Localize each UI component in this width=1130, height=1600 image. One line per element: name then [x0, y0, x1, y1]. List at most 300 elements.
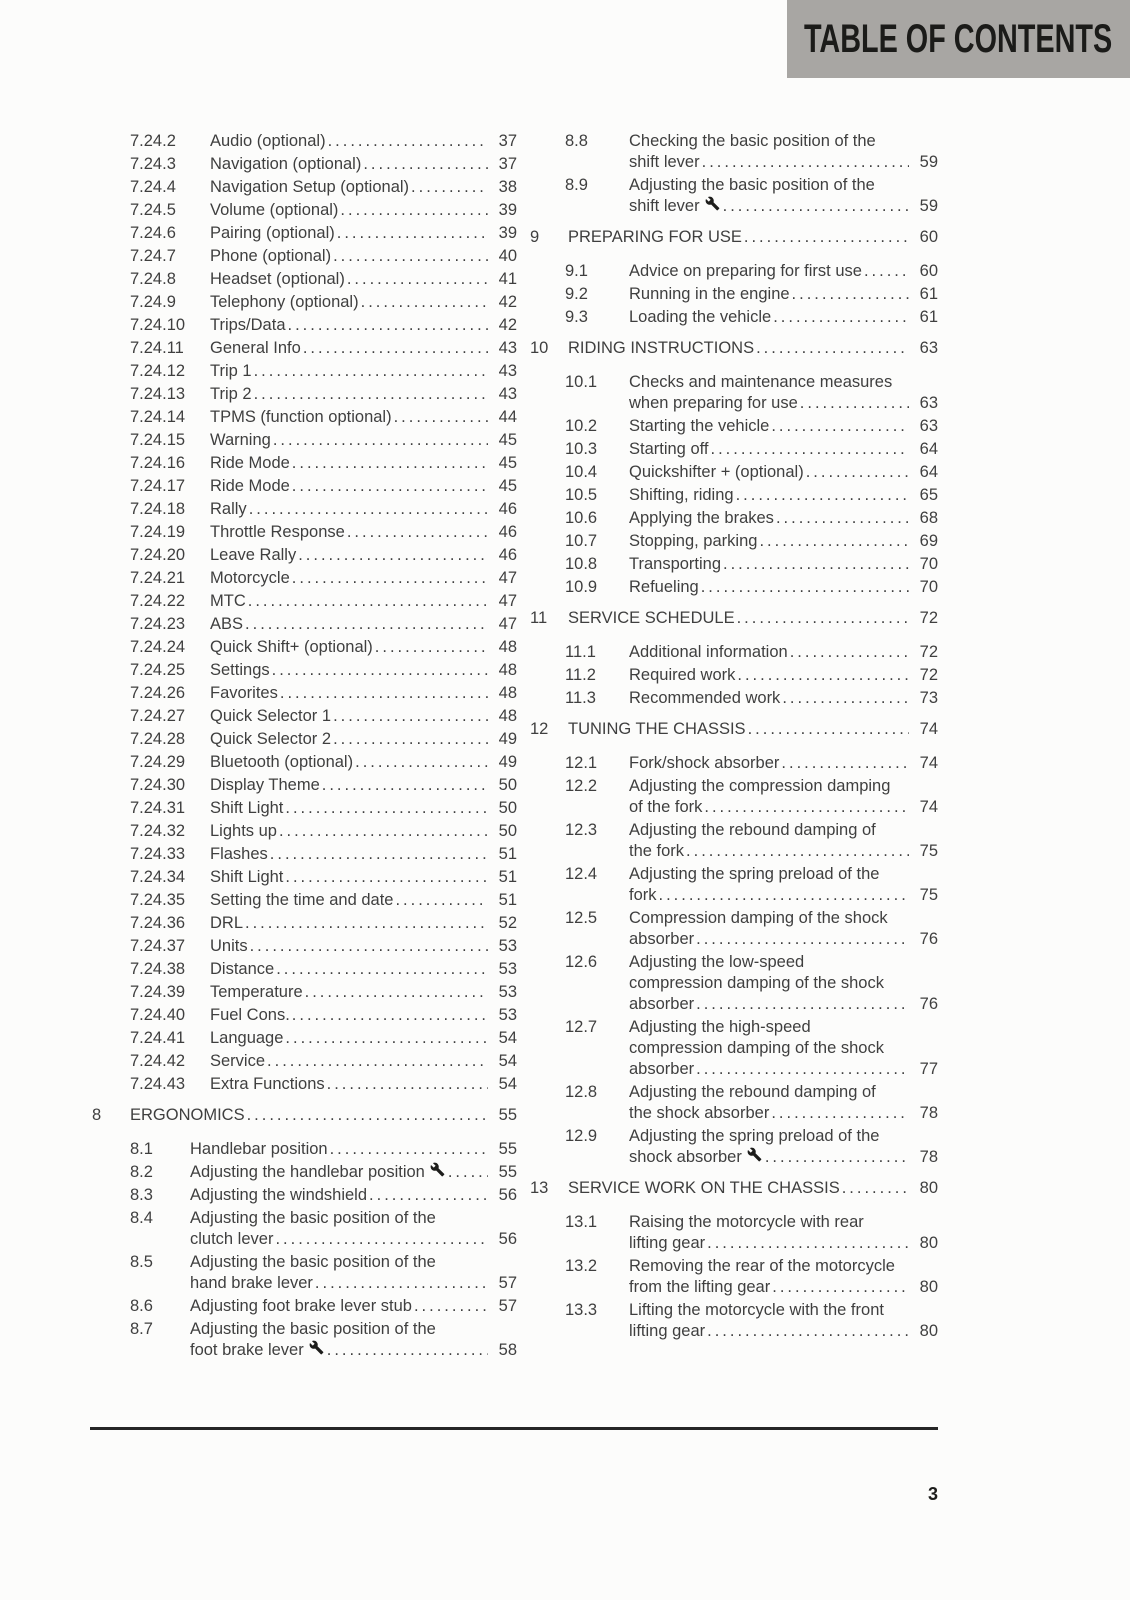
toc-entry-title: Quick Shift+ (optional)	[210, 638, 373, 656]
toc-entry-title-line	[210, 867, 517, 888]
toc-entry-body	[210, 453, 517, 474]
toc-entry-title: Pairing (optional)	[210, 224, 335, 242]
toc-entry-body	[210, 407, 517, 428]
toc-entry-page-number: 75	[919, 842, 938, 860]
toc-entry-title-line: Adjusting the basic position of the	[190, 1209, 436, 1227]
toc-entry-number: 10.9	[565, 578, 598, 596]
toc-entry-number: 7.24.7	[130, 247, 176, 265]
leader-dots	[327, 1074, 488, 1095]
toc-entry-title: lifting gear	[629, 1322, 706, 1340]
toc-entry-title: Running in the engine	[629, 285, 790, 303]
toc-entry-title: Units	[210, 937, 248, 955]
toc-entry-number: 7.24.3	[130, 155, 176, 173]
leader-dots	[704, 797, 909, 818]
toc-entry-body	[210, 821, 517, 842]
toc-entry-number: 7.24.42	[130, 1052, 186, 1070]
leader-dots	[280, 683, 488, 704]
toc-entry-body	[210, 637, 517, 658]
toc-entry-title-line: Adjusting the rebound damping of	[629, 1083, 876, 1101]
toc-entry-body	[568, 338, 938, 359]
toc-entry-title-line	[629, 577, 938, 598]
toc-entry-title-line	[629, 531, 938, 552]
toc-entry-body	[568, 719, 938, 740]
toc-entry-row	[92, 1185, 517, 1206]
toc-entry-body	[210, 844, 517, 865]
toc-entry-number: 12.2	[565, 777, 598, 795]
toc-entry-row	[530, 952, 938, 1015]
toc-entry-body	[210, 384, 517, 405]
toc-entry-body	[210, 867, 517, 888]
toc-entry-title: from the lifting gear	[629, 1278, 771, 1296]
leader-dots	[696, 1059, 909, 1080]
toc-entry-title: Favorites	[210, 684, 278, 702]
toc-entry-number: 7.24.31	[130, 799, 186, 817]
toc-entry-row	[92, 683, 517, 704]
toc-entry-page-number: 75	[919, 886, 938, 904]
toc-entry-page-number: 78	[919, 1148, 938, 1166]
toc-entry-title-line	[190, 1340, 517, 1361]
toc-entry-page-number: 48	[498, 638, 517, 656]
toc-entry-body	[629, 753, 938, 774]
toc-entry-page-number: 73	[919, 689, 938, 707]
toc-entry-title-line	[568, 719, 938, 740]
leader-dots	[292, 453, 488, 474]
toc-entry-title: Quick Selector 2	[210, 730, 332, 748]
toc-entry-page-number: 65	[919, 486, 938, 504]
toc-entry-body	[210, 729, 517, 750]
toc-entry-title-line	[210, 637, 517, 658]
toc-entry-number: 12.5	[565, 909, 598, 927]
leader-dots	[270, 844, 488, 865]
toc-entry-title-line	[210, 913, 517, 934]
toc-entry-number: 7.24.32	[130, 822, 186, 840]
toc-section-title: SERVICE WORK ON THE CHASSIS	[568, 1179, 840, 1197]
toc-entry-title-line: Adjusting the spring preload of the	[629, 1127, 880, 1145]
toc-entry-row	[92, 361, 517, 382]
toc-entry-number: 11.3	[565, 689, 596, 707]
toc-entry-number: 8.5	[130, 1253, 153, 1271]
toc-entry-page-number: 72	[919, 643, 938, 661]
toc-entry-body	[210, 890, 517, 911]
toc-entry-body	[629, 642, 938, 663]
toc-entry-page-number: 57	[498, 1274, 517, 1292]
toc-entry-number: 7.24.19	[130, 523, 186, 541]
leader-dots	[315, 1273, 488, 1294]
toc-entry-page-number: 43	[498, 385, 517, 403]
toc-entry-title-line	[629, 152, 938, 173]
toc-entry-number: 7.24.9	[130, 293, 176, 311]
toc-entry-body	[629, 261, 938, 282]
toc-entry-page-number: 77	[919, 1060, 938, 1078]
toc-entry-row	[92, 913, 517, 934]
toc-entry-row	[92, 1139, 517, 1160]
toc-entry-body	[210, 982, 517, 1003]
toc-entry-title-line: Adjusting the basic position of the	[629, 176, 875, 194]
toc-entry-body	[629, 307, 938, 328]
toc-entry-body	[190, 1208, 517, 1250]
toc-entry-page-number: 80	[919, 1322, 938, 1340]
toc-entry-number: 8.8	[565, 132, 588, 150]
toc-entry-row	[530, 284, 938, 305]
toc-entry-title-line	[210, 798, 517, 819]
toc-entry-row	[530, 462, 938, 483]
toc-entry-title-line	[629, 462, 938, 483]
toc-entry-title: hand brake lever	[190, 1274, 313, 1292]
toc-entry-number: 7.24.12	[130, 362, 186, 380]
toc-entry-page-number: 61	[919, 308, 938, 326]
toc-entry-row	[92, 1074, 517, 1095]
toc-entry-title-line: Lifting the motorcycle with the front	[629, 1301, 884, 1319]
toc-entry-title-line	[130, 1105, 517, 1126]
toc-entry-row	[92, 154, 517, 175]
toc-entry-body	[210, 568, 517, 589]
toc-entry-title-line: Removing the rear of the motorcycle	[629, 1257, 895, 1275]
toc-entry-row	[530, 1212, 938, 1254]
toc-entry-body	[629, 820, 938, 862]
toc-entry-title-line	[210, 568, 517, 589]
toc-entry-title-line	[190, 1139, 517, 1160]
toc-entry-number: 7.24.10	[130, 316, 186, 334]
toc-entry-body	[629, 131, 938, 173]
toc-entry-title-line	[629, 753, 938, 774]
toc-entry-title-line	[210, 982, 517, 1003]
leader-dots	[355, 752, 488, 773]
toc-entry-page-number: 80	[919, 1234, 938, 1252]
toc-entry-title: Required work	[629, 666, 736, 684]
toc-entry-title-line	[210, 591, 517, 612]
toc-entry-number: 12.3	[565, 821, 598, 839]
toc-entry-row	[92, 637, 517, 658]
toc-section-title: SERVICE SCHEDULE	[568, 609, 735, 627]
toc-entry-page-number: 39	[498, 201, 517, 219]
toc-entry-body	[629, 416, 938, 437]
toc-entry-page-number: 74	[919, 798, 938, 816]
toc-entry-body	[210, 683, 517, 704]
leader-dots	[305, 982, 488, 1003]
toc-entry-body	[210, 430, 517, 451]
toc-entry-page-number: 74	[919, 720, 938, 738]
toc-entry-title-line	[568, 227, 938, 248]
toc-entry-body	[210, 936, 517, 957]
toc-entry-title-line	[210, 522, 517, 543]
leader-dots	[765, 1147, 909, 1168]
toc-entry-title: the shock absorber	[629, 1104, 770, 1122]
toc-entry-page-number: 69	[919, 532, 938, 550]
toc-entry-title: Trip 1	[210, 362, 252, 380]
toc-entry-title-line	[629, 885, 938, 906]
leader-dots	[337, 223, 488, 244]
toc-section-row	[530, 338, 938, 359]
toc-entry-body	[190, 1185, 517, 1206]
page-header-banner	[787, 0, 1130, 78]
toc-entry-number: 7.24.20	[130, 546, 186, 564]
leader-dots	[361, 292, 488, 313]
toc-entry-number: 9.2	[565, 285, 588, 303]
toc-entry-page-number: 44	[498, 408, 517, 426]
toc-section-number: 12	[530, 720, 549, 738]
toc-entry-title-line	[210, 1074, 517, 1095]
leader-dots	[340, 200, 488, 221]
toc-entry-body	[629, 1300, 938, 1342]
leader-dots	[772, 1277, 909, 1298]
toc-entry-row	[92, 453, 517, 474]
toc-entry-number: 7.24.37	[130, 937, 186, 955]
toc-entry-title-line	[210, 246, 517, 267]
toc-section-row	[530, 608, 938, 629]
toc-entry-title: MTC	[210, 592, 246, 610]
toc-entry-page-number: 49	[498, 730, 517, 748]
toc-entry-row	[530, 131, 938, 173]
toc-entry-number: 7.24.38	[130, 960, 186, 978]
toc-entry-row	[92, 706, 517, 727]
leader-dots	[759, 531, 909, 552]
leader-dots	[659, 885, 909, 906]
toc-entry-number: 8.3	[130, 1186, 153, 1204]
page-number: 3	[927, 1484, 938, 1504]
toc-entry-number: 7.24.2	[130, 132, 176, 150]
toc-entry-title-line	[210, 821, 517, 842]
toc-entry-title-line: Adjusting the high-speed	[629, 1018, 811, 1036]
toc-entry-number: 10.8	[565, 555, 598, 573]
leader-dots	[707, 1321, 909, 1342]
toc-entry-row	[92, 729, 517, 750]
toc-section-title: RIDING INSTRUCTIONS	[568, 339, 755, 357]
leader-dots	[347, 522, 488, 543]
toc-entry-title-line: Adjusting the rebound damping of	[629, 821, 876, 839]
leader-dots	[245, 913, 488, 934]
toc-entry-title-line	[210, 177, 517, 198]
toc-entry-title: shock absorber	[629, 1148, 742, 1166]
toc-entry-title: Leave Rally	[210, 546, 297, 564]
toc-entry-page-number: 45	[498, 454, 517, 472]
toc-entry-title: Trip 2	[210, 385, 252, 403]
toc-entry-page-number: 46	[498, 523, 517, 541]
leader-dots	[864, 261, 909, 282]
toc-entry-title: Recommended work	[629, 689, 781, 707]
leader-dots	[711, 439, 910, 460]
toc-entry-number: 7.24.5	[130, 201, 176, 219]
toc-entry-title-line	[190, 1296, 517, 1317]
toc-entry-body	[210, 292, 517, 313]
toc-entry-title: shift lever	[629, 197, 700, 215]
toc-entry-row	[92, 1296, 517, 1317]
leader-dots	[375, 637, 488, 658]
toc-entry-number: 8.1	[130, 1140, 153, 1158]
toc-entry-title-line	[210, 545, 517, 566]
toc-entry-page-number: 47	[498, 615, 517, 633]
toc-entry-row	[530, 439, 938, 460]
toc-entry-row	[92, 867, 517, 888]
toc-entry-body	[629, 1256, 938, 1298]
toc-entry-page-number: 58	[498, 1341, 517, 1359]
toc-column-right	[530, 131, 938, 1344]
toc-entry-page-number: 51	[498, 845, 517, 863]
toc-entry-page-number: 63	[919, 339, 938, 357]
toc-entry-page-number: 55	[498, 1106, 517, 1124]
toc-entry-title-line	[629, 841, 938, 862]
leader-dots	[782, 688, 909, 709]
toc-entry-row	[92, 1005, 517, 1026]
toc-entry-title-line	[629, 929, 938, 950]
toc-entry-page-number: 60	[919, 262, 938, 280]
toc-entry-number: 8.7	[130, 1320, 153, 1338]
toc-entry-title-line	[568, 608, 938, 629]
toc-entry-row	[92, 384, 517, 405]
toc-entry-page-number: 52	[498, 914, 517, 932]
toc-entry-row	[530, 665, 938, 686]
toc-entry-title-line	[210, 614, 517, 635]
toc-entry-page-number: 46	[498, 500, 517, 518]
toc-entry-title: Applying the brakes	[629, 509, 774, 527]
toc-entry-title-line	[629, 797, 938, 818]
toc-entry-title-line	[210, 384, 517, 405]
toc-entry-title-line	[629, 508, 938, 529]
toc-entry-number: 7.24.4	[130, 178, 176, 196]
toc-entry-number: 8.9	[565, 176, 588, 194]
toc-entry-title-line	[210, 292, 517, 313]
toc-entry-page-number: 63	[919, 394, 938, 412]
toc-entry-body	[210, 959, 517, 980]
toc-entry-number: 13.3	[565, 1301, 598, 1319]
toc-entry-number: 11.1	[565, 643, 596, 661]
toc-entry-title: Extra Functions	[210, 1075, 325, 1093]
toc-entry-body	[210, 545, 517, 566]
toc-entry-title-line	[629, 307, 938, 328]
toc-entry-title-line	[210, 407, 517, 428]
toc-entry-title-line	[210, 223, 517, 244]
toc-entry-body	[629, 531, 938, 552]
toc-entry-body	[190, 1319, 517, 1361]
toc-entry-body	[629, 688, 938, 709]
toc-entry-page-number: 54	[498, 1052, 517, 1070]
toc-entry-body	[629, 508, 938, 529]
toc-entry-title-line	[210, 338, 517, 359]
toc-section-row	[530, 227, 938, 248]
toc-entry-body	[210, 1028, 517, 1049]
toc-entry-title: Adjusting the handlebar position	[190, 1163, 425, 1181]
toc-entry-body	[568, 227, 938, 248]
toc-entry-number: 12.6	[565, 953, 598, 971]
toc-section-title: ERGONOMICS	[130, 1106, 245, 1124]
toc-entry-title-line	[629, 261, 938, 282]
leader-dots	[776, 508, 909, 529]
toc-entry-number: 13.2	[565, 1257, 598, 1275]
toc-entry-title-line: Adjusting the compression damping	[629, 777, 891, 795]
toc-entry-row	[92, 177, 517, 198]
leader-dots	[248, 591, 488, 612]
toc-entry-page-number: 39	[498, 224, 517, 242]
toc-entry-page-number: 76	[919, 930, 938, 948]
toc-entry-title-line: Raising the motorcycle with rear	[629, 1213, 864, 1231]
toc-entry-page-number: 46	[498, 546, 517, 564]
toc-entry-title: Service	[210, 1052, 266, 1070]
toc-entry-title-line	[210, 430, 517, 451]
toc-entry-page-number: 50	[498, 776, 517, 794]
toc-entry-title-line: Adjusting the basic position of the	[190, 1253, 436, 1271]
toc-entry-number: 7.24.28	[130, 730, 186, 748]
toc-entry-row	[92, 1319, 517, 1361]
toc-entry-row	[530, 1017, 938, 1080]
toc-entry-title-line: Adjusting the spring preload of the	[629, 865, 880, 883]
toc-entry-title: Quick Selector 1	[210, 707, 332, 725]
toc-entry-title: General Info	[210, 339, 301, 357]
toc-entry-page-number: 42	[498, 293, 517, 311]
toc-entry-row	[92, 338, 517, 359]
toc-entry-title: Settings	[210, 661, 270, 679]
toc-entry-body	[210, 913, 517, 934]
leader-dots	[411, 177, 488, 198]
toc-entry-row	[92, 269, 517, 290]
toc-entry-row	[92, 246, 517, 267]
toc-entry-title-line	[190, 1185, 517, 1206]
toc-entry-row	[92, 591, 517, 612]
toc-entry-number: 7.24.39	[130, 983, 186, 1001]
toc-entry-body	[629, 439, 938, 460]
toc-section-number: 11	[530, 609, 548, 627]
toc-entry-number: 7.24.24	[130, 638, 186, 656]
toc-entry-body	[210, 200, 517, 221]
toc-entry-row	[92, 752, 517, 773]
toc-entry-title: Rally	[210, 500, 247, 518]
toc-entry-title: Bluetooth (optional)	[210, 753, 354, 771]
toc-entry-page-number: 70	[919, 555, 938, 573]
toc-entry-body	[629, 1017, 938, 1080]
toc-entry-title: when preparing for use	[629, 394, 798, 412]
toc-entry-number: 8.2	[130, 1163, 153, 1181]
toc-entry-number: 10.4	[565, 463, 598, 481]
leader-dots	[303, 338, 488, 359]
toc-entry-body	[210, 1051, 517, 1072]
toc-entry-title: Handlebar position	[190, 1140, 328, 1158]
toc-entry-page-number: 60	[919, 228, 938, 246]
toc-entry-title-line	[210, 476, 517, 497]
toc-entry-row	[530, 531, 938, 552]
leader-dots	[800, 393, 909, 414]
toc-entry-row	[92, 223, 517, 244]
leader-dots	[298, 545, 488, 566]
toc-entry-title-line: compression damping of the shock	[629, 974, 884, 992]
toc-entry-title-line	[190, 1273, 517, 1294]
toc-entry-title-line	[629, 439, 938, 460]
toc-entry-page-number: 72	[919, 666, 938, 684]
toc-entry-row	[92, 522, 517, 543]
leader-dots	[333, 246, 488, 267]
toc-entry-title: Lights up	[210, 822, 277, 840]
toc-entry-title-line	[629, 1059, 938, 1080]
leader-dots	[250, 936, 488, 957]
leader-dots	[279, 821, 488, 842]
toc-entry-row	[530, 554, 938, 575]
toc-entry-body	[210, 522, 517, 543]
toc-entry-body	[629, 462, 938, 483]
toc-entry-title: Quickshifter + (optional)	[629, 463, 804, 481]
toc-entry-title-line	[629, 1233, 938, 1254]
toc-entry-page-number: 37	[498, 155, 517, 173]
toc-entry-title: Advice on preparing for first use	[629, 262, 862, 280]
leader-dots	[702, 152, 909, 173]
leader-dots	[696, 929, 909, 950]
toc-entry-title: ABS	[210, 615, 244, 633]
toc-entry-title: Transporting	[629, 555, 722, 573]
leader-dots	[771, 416, 909, 437]
toc-entry-row	[92, 660, 517, 681]
toc-entry-number: 7.24.17	[130, 477, 186, 495]
toc-entry-page-number: 63	[919, 417, 938, 435]
toc-entry-body	[629, 1126, 938, 1168]
leader-dots	[292, 1005, 488, 1026]
toc-entry-title-line	[210, 154, 517, 175]
toc-entry-title: foot brake lever	[190, 1341, 304, 1359]
